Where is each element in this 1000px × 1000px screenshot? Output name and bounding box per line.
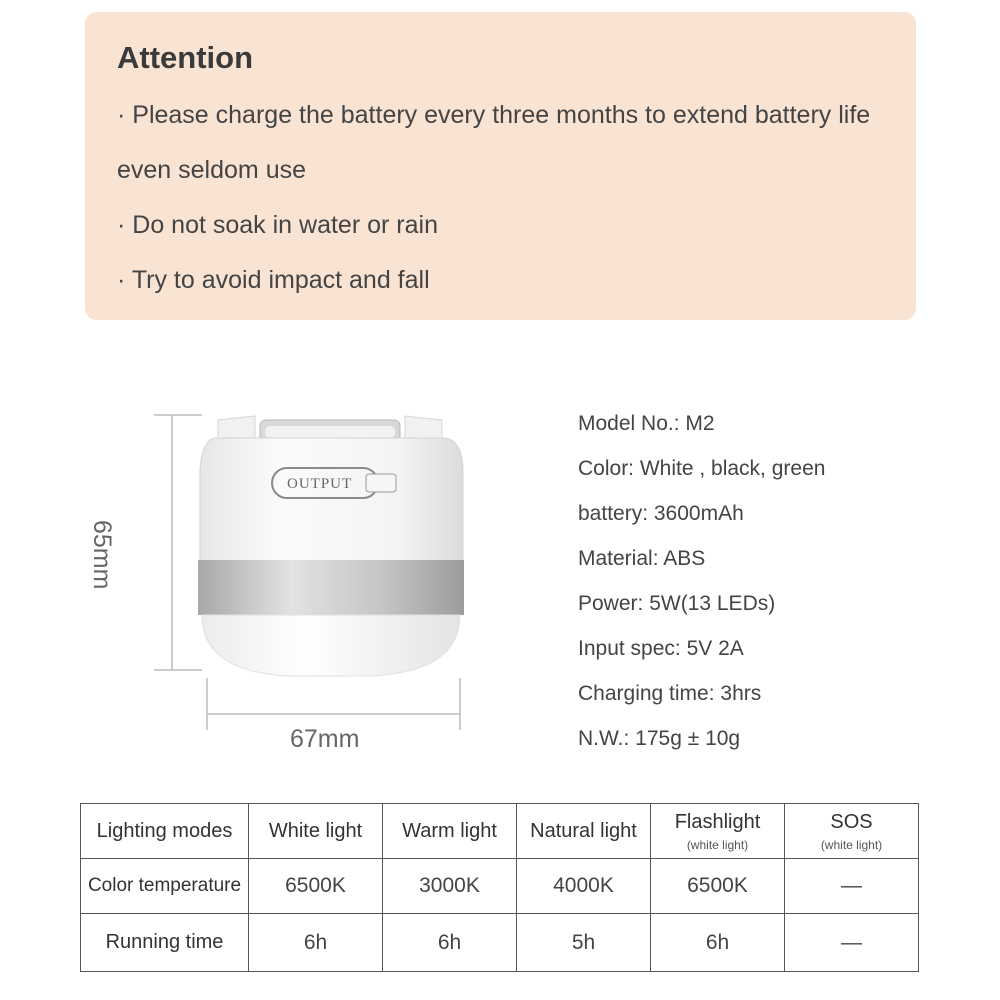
- spec-power: Power: 5W(13 LEDs): [578, 592, 776, 615]
- row-header-running-time: Running time: [81, 914, 249, 972]
- attention-line-water: · Do not soak in water or rain: [117, 211, 438, 239]
- temp-cell: 4000K: [517, 859, 651, 914]
- spec-list: [578, 408, 825, 768]
- spec-weight: N.W.: 175g ± 10g: [578, 727, 741, 750]
- spec-battery: battery: 3600mAh: [578, 502, 744, 525]
- row-header-color-temperature: Color temperature: [81, 859, 249, 914]
- attention-line-charge: · Please charge the battery every three months to extend battery life even seldom use: [117, 101, 871, 184]
- temp-cell: 3000K: [383, 859, 517, 914]
- mode-cell: [383, 804, 517, 859]
- time-cell: 6h: [249, 914, 383, 972]
- time-cell: 5h: [517, 914, 651, 972]
- mode-name: White light: [268, 819, 363, 842]
- temp-cell: 6500K: [651, 859, 785, 914]
- spec-color: Color: White , black, green: [578, 457, 826, 480]
- lighting-modes-table: [80, 803, 919, 972]
- time-cell: 6h: [383, 914, 517, 972]
- mode-cell: [651, 804, 785, 859]
- height-dimension-line: [154, 415, 202, 670]
- spec-charging-time: Charging time: 3hrs: [578, 682, 762, 705]
- mode-cell: [785, 804, 919, 859]
- mode-cell: [249, 804, 383, 859]
- time-cell: 6h: [651, 914, 785, 972]
- output-button-label: OUTPUT: [287, 476, 353, 492]
- temp-cell: —: [785, 859, 919, 914]
- width-label: 67mm: [290, 725, 360, 753]
- attention-line-impact: · Try to avoid impact and fall: [117, 266, 430, 294]
- lamp-illustration: [130, 400, 510, 770]
- spec-model: Model No.: M2: [578, 412, 715, 435]
- mode-name: Warm light: [402, 819, 497, 842]
- mode-name: Flashlight: [674, 810, 761, 833]
- row-header-lighting-modes: Lighting modes: [81, 804, 249, 859]
- width-dimension-line: [207, 678, 460, 730]
- mode-name: Natural light: [530, 819, 637, 842]
- spec-material: Material: ABS: [578, 547, 706, 570]
- mode-cell: [517, 804, 651, 859]
- height-label: 65mm: [88, 520, 116, 590]
- mode-sub: (white light): [820, 837, 883, 852]
- mode-name: SOS: [830, 810, 873, 833]
- mode-sub: (white light): [686, 837, 749, 852]
- attention-title: Attention: [117, 40, 254, 75]
- spec-input: Input spec: 5V 2A: [578, 637, 744, 660]
- attention-panel: [85, 12, 916, 320]
- temp-cell: 6500K: [249, 859, 383, 914]
- time-cell: —: [785, 914, 919, 972]
